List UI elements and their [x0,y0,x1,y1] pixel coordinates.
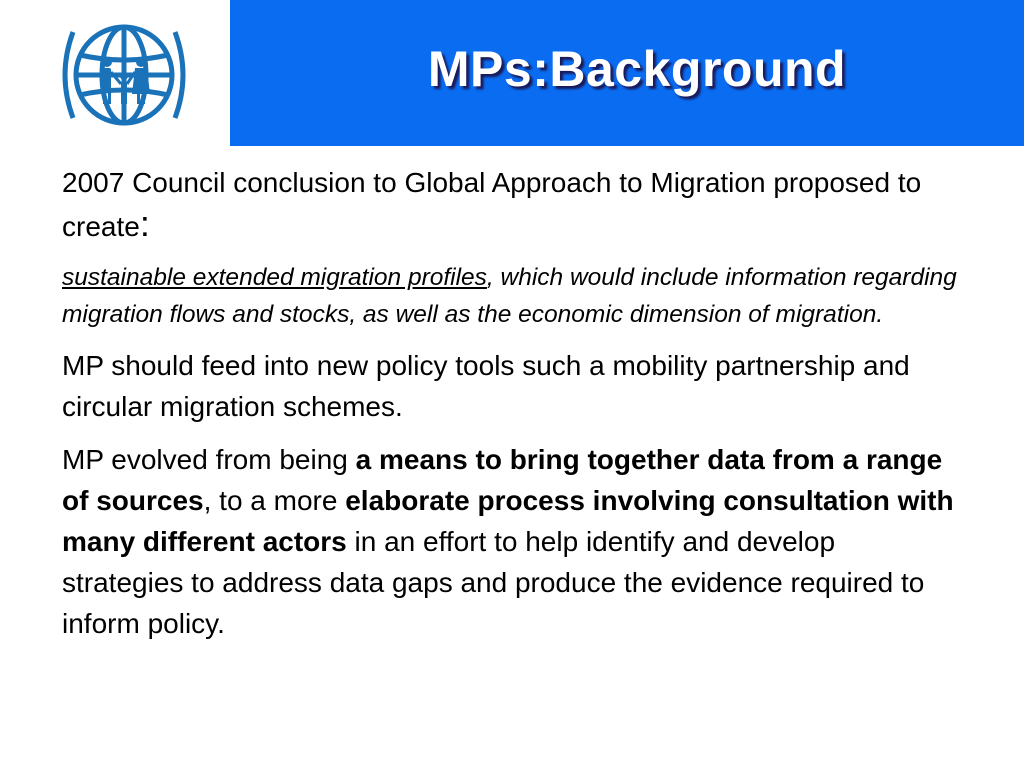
slide-title: MPs:Background [427,41,847,97]
title-bar [230,0,1024,146]
council-conclusion-colon: : [139,203,150,244]
paragraph-migration-profiles [62,259,962,333]
slide-content [62,162,962,656]
migration-profiles-description: , which would include information regarding migration flows and stocks, as well as the economic dimension of migration. [62,264,957,328]
mp-evolution-text-e: in an effort to help identify and develop strategies to address data gaps and produce the evidence required to inform policy. [62,526,925,639]
policy-tools-text: MP should feed into new policy tools such a mobility partnership and circular migration schemes. [62,350,910,422]
migration-profiles-term: sustainable extended migration profiles [62,264,487,291]
paragraph-council-conclusion [62,162,962,247]
logo-area [0,0,230,146]
paragraph-policy-tools [62,345,962,427]
paragraph-mp-evolution [62,439,962,644]
council-conclusion-text: 2007 Council conclusion to Global Approach to Migration proposed to create [62,167,922,242]
mp-evolution-text-a: MP evolved from being [62,444,356,475]
mp-evolution-text-c: , to a more [203,485,346,516]
iom-globe-family-logo-icon [55,20,193,130]
mp-evolution-bold-d: elaborate process involving consultation with many different actors [62,485,954,557]
mp-evolution-bold-a: a means to bring together data from a range of sources [62,444,943,516]
